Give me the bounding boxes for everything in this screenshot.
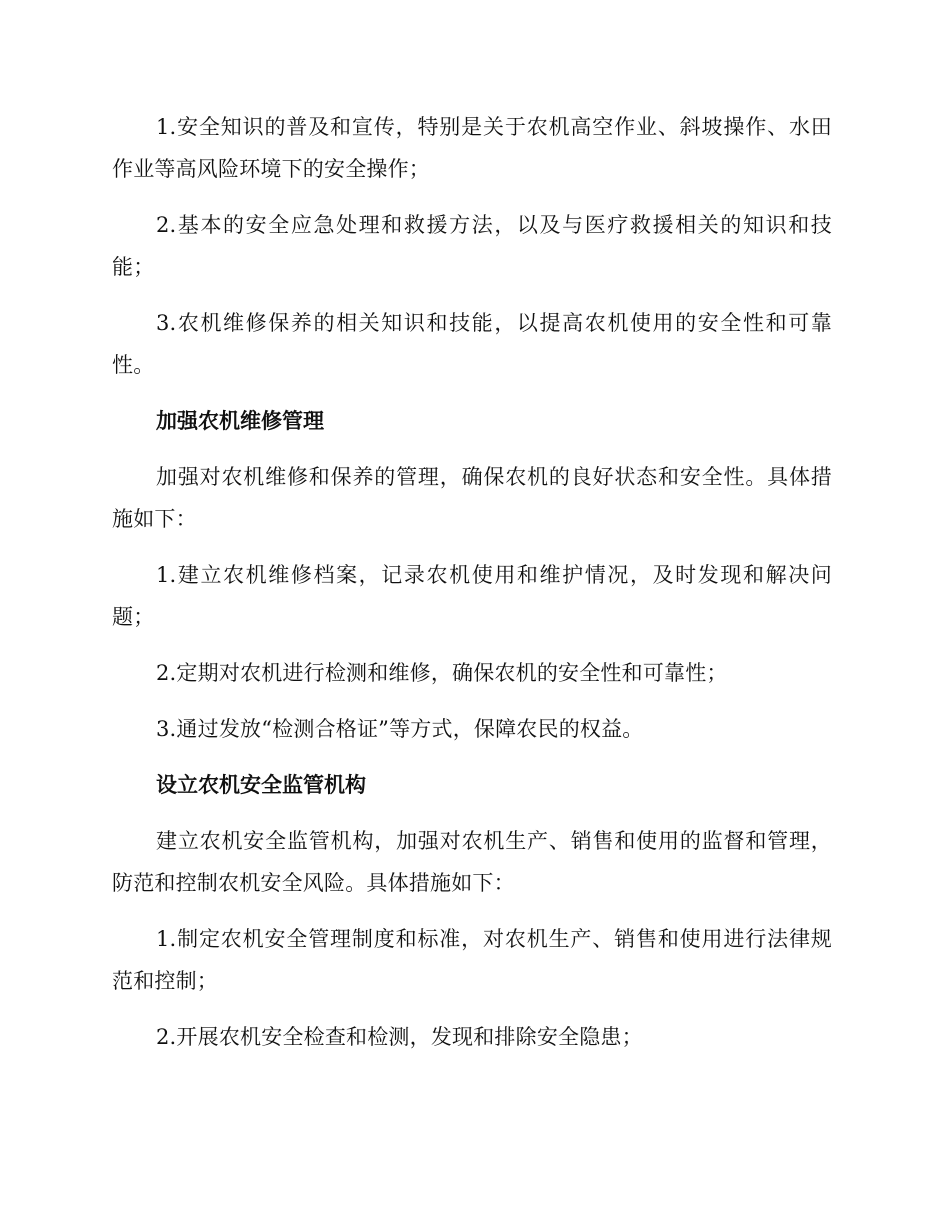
list-item: 3.农机维修保养的相关知识和技能，以提高农机使用的安全性和可靠性。 [112,311,832,377]
list-item: 1.制定农机安全管理制度和标准，对农机生产、销售和使用进行法律规范和控制； [112,927,832,993]
list-item: 2.开展农机安全检查和检测，发现和排除安全隐患； [156,1025,643,1049]
section-heading: 设立农机安全监管机构 [156,773,366,797]
list-item: 1.安全知识的普及和宣传，特别是关于农机高空作业、斜坡操作、水田作业等高风险环境下的安全操作； [112,115,832,181]
list-item: 2.定期对农机进行检测和维修，确保农机的安全性和可靠性； [156,661,728,685]
document-page [112,106,832,1072]
list-item: 2.基本的安全应急处理和救援方法，以及与医疗救援相关的知识和技能； [112,213,832,279]
section-heading: 加强农机维修管理 [156,409,324,433]
list-item: 3.通过发放“检测合格证”等方式，保障农民的权益。 [156,717,644,741]
list-item: 1.建立农机维修档案，记录农机使用和维护情况，及时发现和解决问题； [112,563,832,629]
section-intro: 建立农机安全监管机构，加强对农机生产、销售和使用的监督和管理，防范和控制农机安全风险。具体措施如下： [112,829,832,895]
section-intro: 加强对农机维修和保养的管理，确保农机的良好状态和安全性。具体措施如下： [112,465,832,531]
